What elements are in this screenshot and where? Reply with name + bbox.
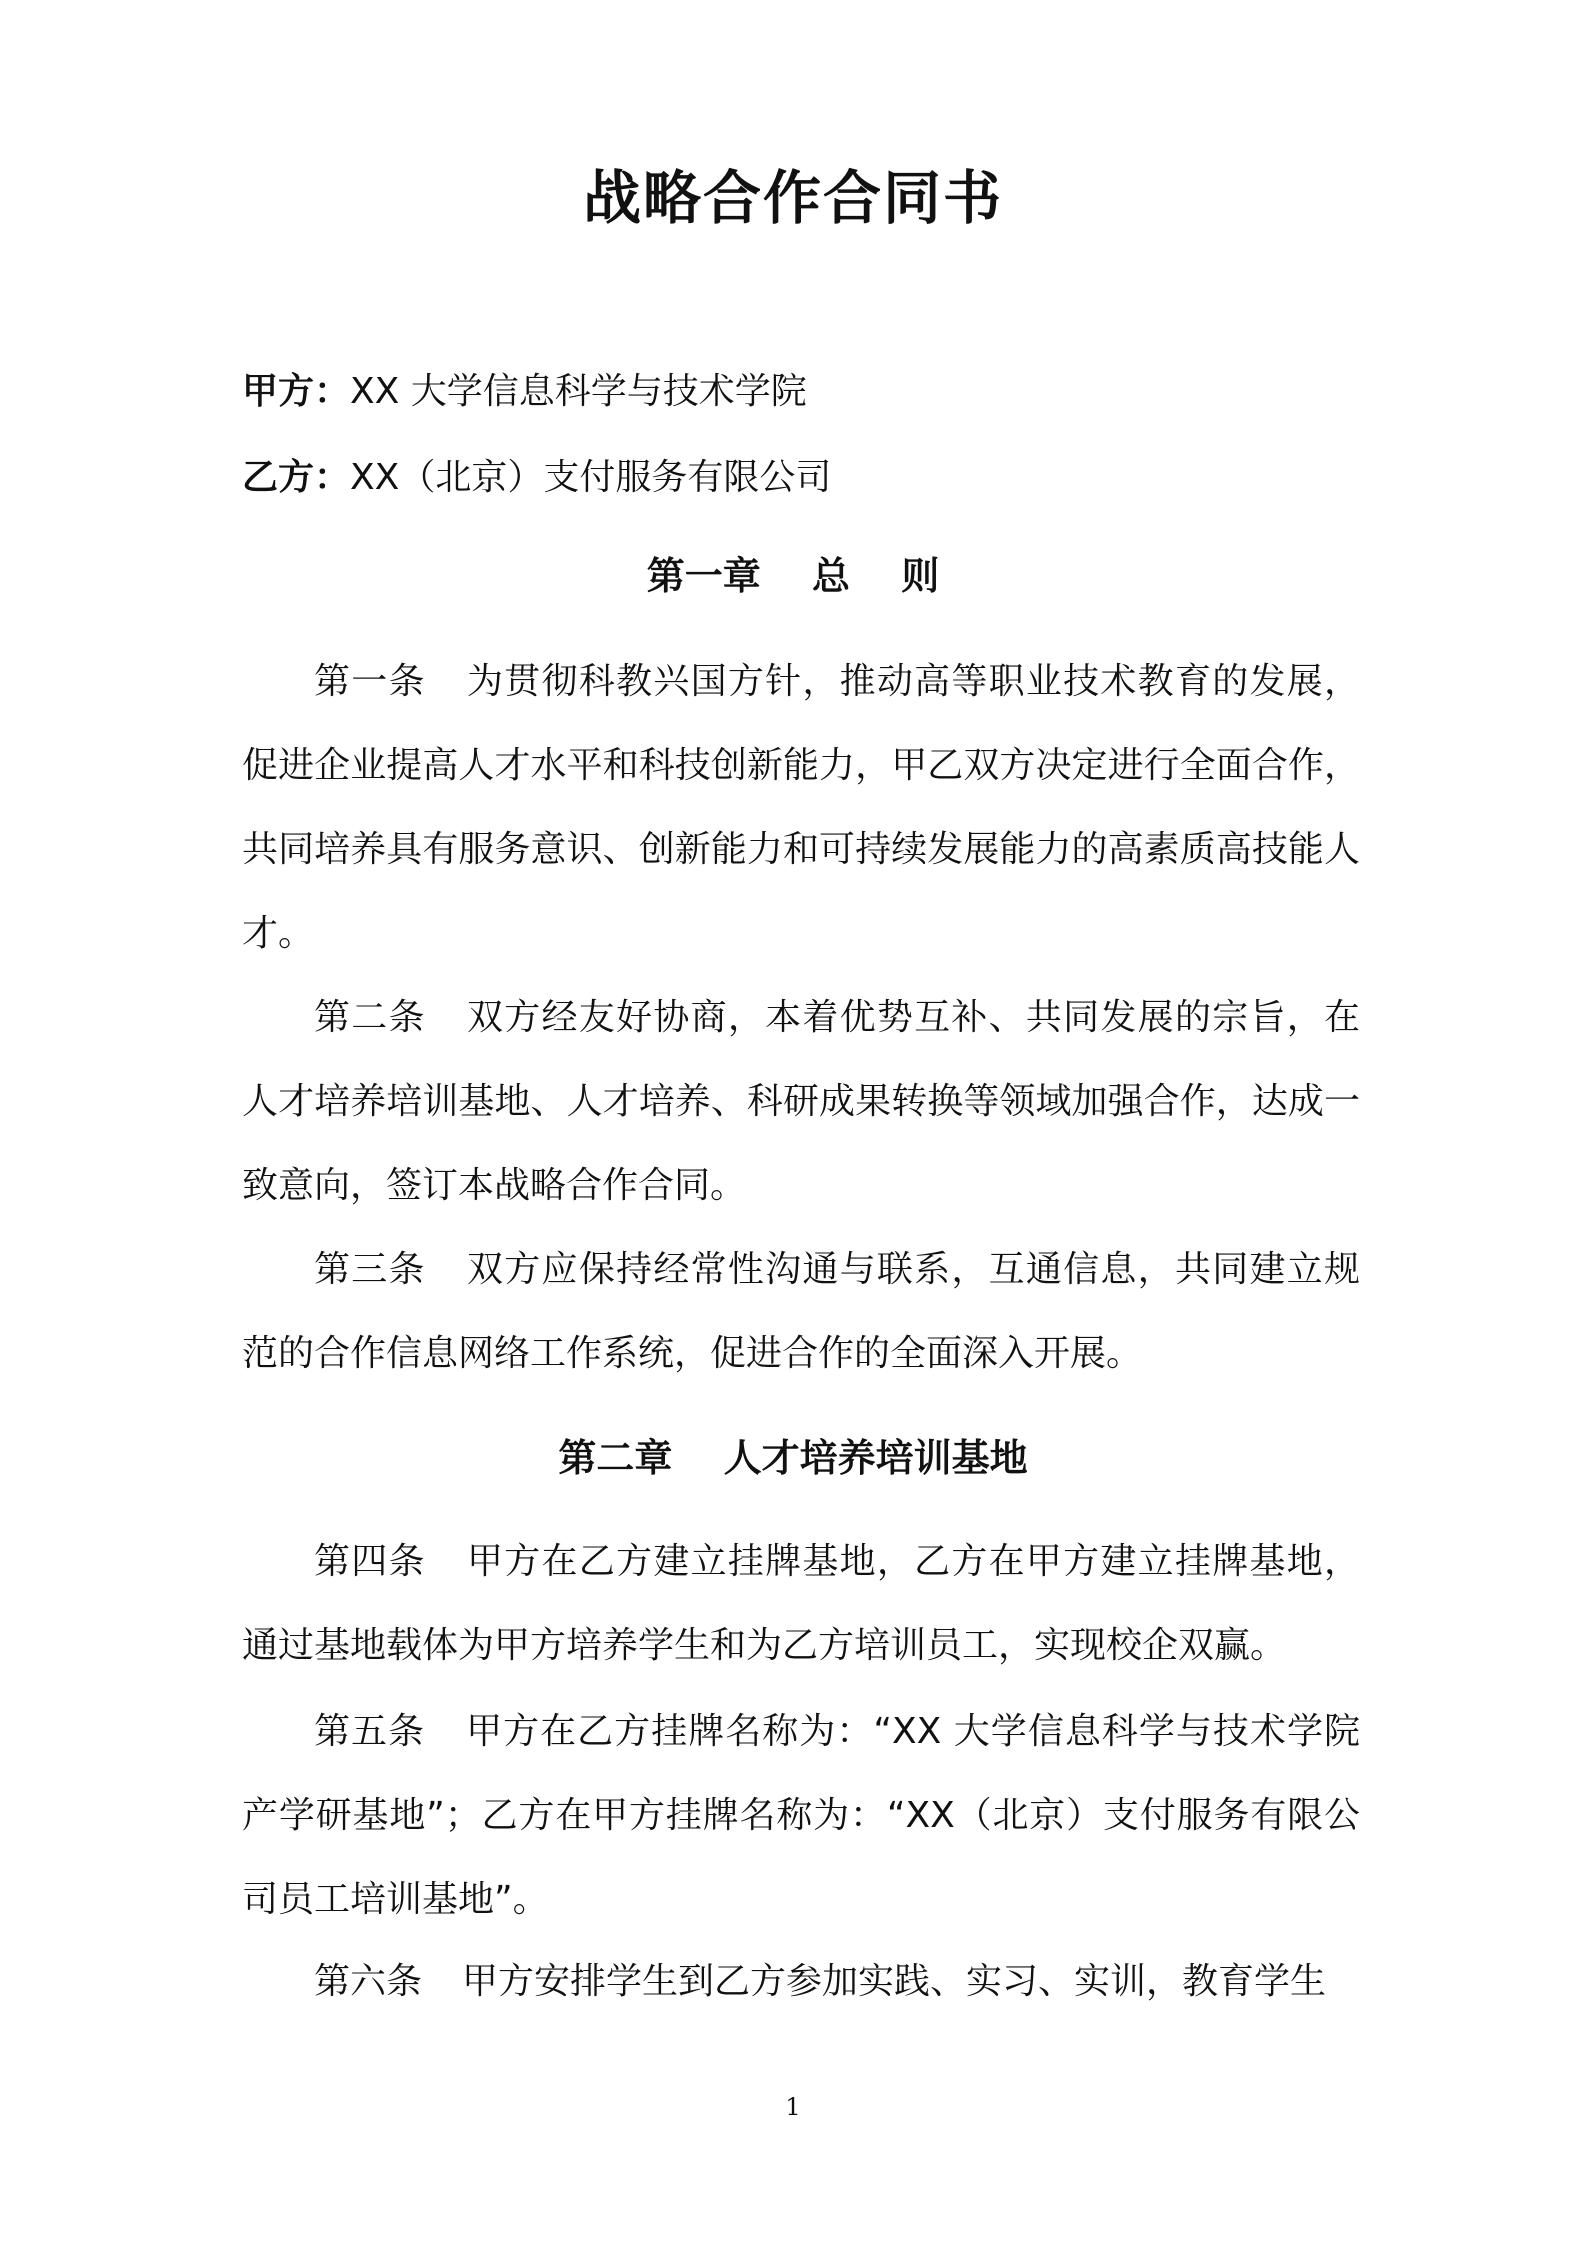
article-number: 第四条 <box>314 1541 426 1582</box>
article-3 <box>242 1228 1360 1396</box>
party-a-line <box>242 366 807 418</box>
chapter-heading-1: 第一章 总 则 <box>646 554 940 598</box>
article-2 <box>242 976 1360 1228</box>
article-text: 双方应保持经常性沟通与联系，互通信息，共同建立规范的合作信息网络工作系统，促进合作的全面深入开展。 <box>242 1249 1360 1374</box>
article-text: 甲方在乙方挂牌名称为：“XX 大学信息科学与技术学院产学研基地”；乙方在甲方挂牌名称为：“XX（北京）支付服务有限公司员工培训基地”。 <box>242 1711 1360 1920</box>
article-number: 第三条 <box>314 1249 426 1290</box>
party-b-line <box>242 452 831 504</box>
party-a-value: XX 大学信息科学与技术学院 <box>350 371 807 412</box>
party-a-label: 甲方： <box>242 371 351 412</box>
article-number: 第二条 <box>314 997 426 1038</box>
article-text: 甲方在乙方建立挂牌基地，乙方在甲方建立挂牌基地，通过基地载体为甲方培养学生和为乙方培训员工，实现校企双赢。 <box>242 1541 1360 1666</box>
page-number: 1 <box>785 2093 801 2121</box>
party-b-value: XX（北京）支付服务有限公司 <box>350 457 832 498</box>
article-6 <box>242 1940 1360 2024</box>
article-5 <box>242 1690 1360 1942</box>
article-1 <box>242 640 1360 976</box>
chapter-heading-2: 第二章 人才培养培训基地 <box>558 1436 1028 1480</box>
article-text: 甲方安排学生到乙方参加实践、实习、实训，教育学生 <box>462 1961 1327 2002</box>
article-number: 第五条 <box>314 1711 426 1752</box>
article-text: 双方经友好协商，本着优势互补、共同发展的宗旨，在人才培养培训基地、人才培养、科研成果转换等领域加强合作，达成一致意向，签订本战略合作合同。 <box>242 997 1360 1206</box>
article-number: 第一条 <box>314 661 426 702</box>
article-text: 为贯彻科教兴国方针，推动高等职业技术教育的发展，促进企业提高人才水平和科技创新能力，甲乙双方决定进行全面合作，共同培养具有服务意识、创新能力和可持续发展能力的高素质高技能人才。 <box>242 661 1360 954</box>
party-b-label: 乙方： <box>242 457 351 498</box>
article-4 <box>242 1520 1360 1688</box>
article-number: 第六条 <box>314 1961 423 2002</box>
document-title: 战略合作合同书 <box>582 164 1003 232</box>
